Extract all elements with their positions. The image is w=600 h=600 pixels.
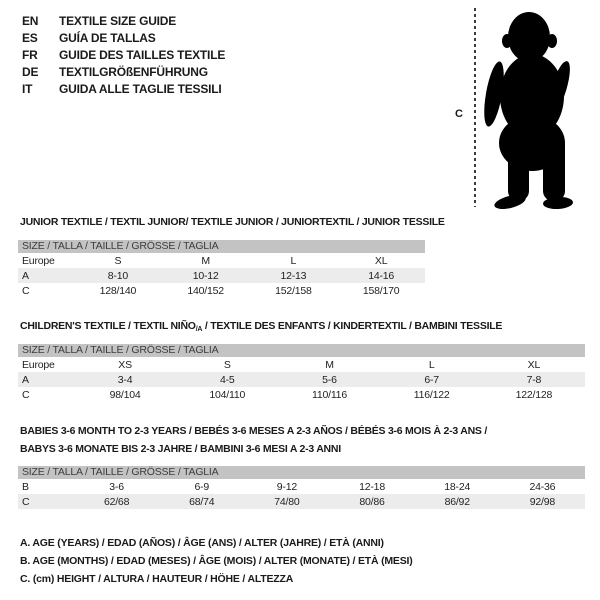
height-figure — [440, 0, 600, 215]
height-dashed-line — [474, 8, 476, 207]
babies-size-header-bar: SIZE / TALLA / TAILLE / GRÖSSE / TAGLIA — [18, 466, 585, 479]
language-row-en — [22, 12, 225, 29]
children-size-table — [18, 344, 585, 402]
table-cell: 14-16 — [368, 269, 395, 282]
table-cell: 3-4 — [117, 373, 133, 386]
table-cell: 12-18 — [359, 480, 385, 493]
table-cell: 24-36 — [529, 480, 556, 493]
table-cell: 5-6 — [322, 373, 337, 386]
table-cell: L — [290, 254, 297, 267]
baby-silhouette-icon — [483, 6, 595, 210]
language-row-fr — [22, 46, 225, 63]
legend-footnotes — [20, 534, 413, 588]
table-cell: L — [428, 358, 435, 371]
language-label: GUIDE DES TAILLES TEXTILE — [59, 47, 226, 62]
table-cell: XL — [374, 254, 388, 267]
table-cell: 74/80 — [274, 495, 300, 508]
language-row-es — [22, 29, 225, 46]
table-cell: 104/110 — [209, 388, 246, 401]
children-title-sub: /A — [195, 326, 203, 333]
table-cell: M — [325, 358, 334, 371]
table-cell: 9-12 — [276, 480, 297, 493]
row-label: C — [22, 284, 30, 297]
children-section-title — [20, 320, 502, 334]
table-cell: 6-7 — [424, 373, 439, 386]
language-label: TEXTILGRÖßENFÜHRUNG — [59, 64, 208, 79]
language-code: IT — [22, 81, 33, 96]
table-cell: 86/92 — [444, 495, 470, 508]
table-cell: 4-5 — [219, 373, 235, 386]
footnote-height-cm: C. (cm) HEIGHT / ALTURA / HAUTEUR / HÖHE / ALTEZZA — [20, 573, 294, 585]
table-cell: M — [201, 254, 210, 267]
table-cell: 12-13 — [280, 269, 307, 282]
table-cell: 68/74 — [189, 495, 215, 508]
row-label: A — [22, 269, 29, 282]
table-cell: 152/158 — [275, 284, 312, 297]
table-cell: 92/98 — [529, 495, 556, 508]
table-cell: 3-6 — [109, 480, 124, 493]
language-code: DE — [22, 64, 39, 79]
table-row — [18, 283, 425, 298]
language-code: ES — [22, 30, 38, 45]
junior-size-header-bar: SIZE / TALLA / TAILLE / GRÖSSE / TAGLIA — [18, 240, 425, 253]
table-cell: 116/122 — [413, 388, 450, 401]
table-cell: XL — [527, 358, 541, 371]
table-cell: 98/104 — [109, 388, 141, 401]
table-cell: 110/116 — [311, 388, 347, 401]
babies-size-table — [18, 466, 585, 509]
height-marker-label: C — [455, 108, 463, 120]
row-label: C — [22, 495, 30, 508]
language-label: TEXTILE SIZE GUIDE — [59, 13, 177, 28]
language-code: EN — [22, 13, 39, 28]
table-row — [18, 387, 585, 402]
table-cell: 128/140 — [99, 284, 137, 297]
table-cell: 62/68 — [103, 495, 130, 508]
row-label: Europe — [22, 358, 55, 371]
table-cell: 158/170 — [362, 284, 400, 297]
babies-title-line2: BABYS 3-6 MONATE BIS 2-3 JAHRE / BAMBINI 3-6 MESI A 2-3 ANNI — [20, 443, 341, 455]
language-label: GUIDA ALLE TAGLIE TESSILI — [59, 81, 222, 96]
table-cell: 140/152 — [187, 284, 224, 297]
table-cell: 8-10 — [107, 269, 128, 282]
babies-section-title — [20, 422, 487, 458]
table-cell: 10-12 — [192, 269, 219, 282]
table-cell: S — [114, 254, 122, 267]
table-cell: XS — [118, 358, 132, 371]
row-label: B — [22, 480, 29, 493]
table-row — [18, 372, 585, 387]
table-row — [18, 253, 425, 268]
children-title-post: / TEXTILE DES ENFANTS / KINDERTEXTIL / BAMBINI TESSILE — [202, 320, 503, 332]
table-cell: 7-8 — [526, 373, 542, 386]
table-row — [18, 268, 425, 283]
footnote-age-years: A. AGE (YEARS) / EDAD (AÑOS) / ÂGE (ANS) / ALTER (JAHRE) / ETÀ (ANNI) — [20, 537, 384, 549]
footnote-age-months: B. AGE (MONTHS) / EDAD (MESES) / ÂGE (MOIS) / ALTER (MONATE) / ETÀ (MESI) — [20, 555, 413, 567]
row-label: C — [22, 388, 30, 401]
table-row — [18, 494, 585, 509]
junior-section-title: JUNIOR TEXTILE / TEXTIL JUNIOR/ TEXTILE JUNIOR / JUNIORTEXTIL / JUNIOR TESSILE — [20, 216, 445, 228]
language-label: GUÍA DE TALLAS — [59, 30, 156, 45]
language-row-it — [22, 80, 225, 97]
language-list — [22, 12, 225, 97]
junior-size-table — [18, 240, 425, 298]
table-cell: 18-24 — [444, 480, 471, 493]
table-cell: 122/128 — [515, 388, 553, 401]
language-row-de — [22, 63, 225, 80]
table-row — [18, 479, 585, 494]
table-row — [18, 357, 585, 372]
table-cell: 80/86 — [359, 495, 385, 508]
table-cell: 6-9 — [194, 480, 210, 493]
row-label: Europe — [22, 254, 55, 267]
language-code: FR — [22, 47, 38, 62]
babies-title-line1: BABIES 3-6 MONTH TO 2-3 YEARS / BEBÉS 3-6 MESES A 2-3 AÑOS / BÉBÉS 3-6 MOIS À 2-3 ANS / — [20, 425, 488, 437]
children-title-pre: CHILDREN'S TEXTILE / TEXTIL NIÑO — [20, 320, 196, 332]
table-cell: S — [223, 358, 231, 371]
children-size-header-bar: SIZE / TALLA / TAILLE / GRÖSSE / TAGLIA — [18, 344, 585, 357]
row-label: A — [22, 373, 29, 386]
